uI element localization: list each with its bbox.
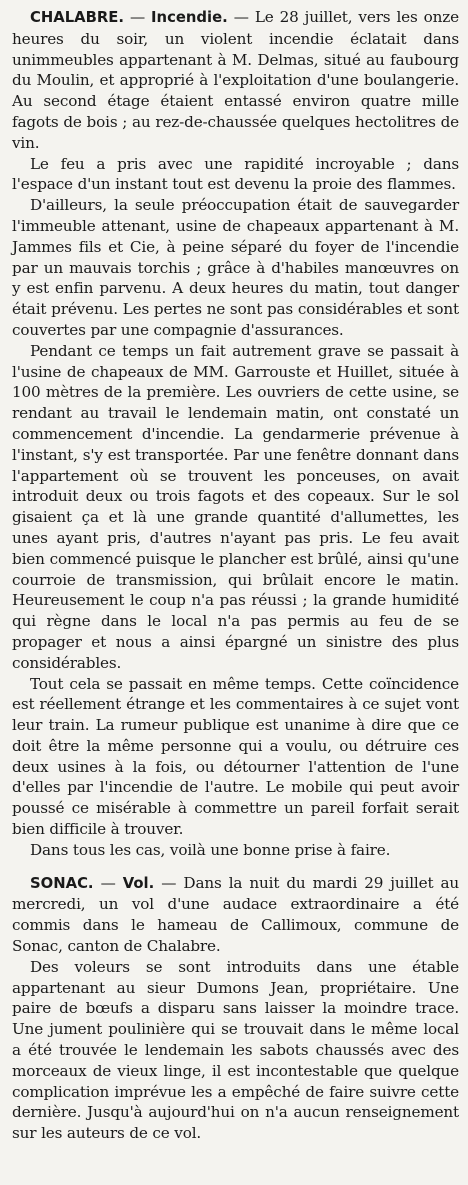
article-paragraph: D'ailleurs, la seule préoccupation était de sauvegarder l'immeuble attenant, usine de chapeaux appartenant à M. Jammes fils et Cie, à peine séparé du foyer de l'incendie par un mauvais torchis ; grâce à d'habiles manœuvres on y est enfin parvenu. A deux heures du matin, tout danger était prévenu. Les pertes ne sont pas considérables et sont couvertes par une compagnie d'assurances.: [12, 196, 459, 339]
article-place: CHALABRE.: [30, 9, 124, 26]
article-paragraph: Le feu a pris avec une rapidité incroyable ; dans l'espace d'un instant tout est devenu la proie des flammes.: [12, 154, 459, 194]
article-paragraph: Pendant ce temps un fait autrement grave se passait à l'usine de chapeaux de MM. Garrouste et Huillet, située à 100 mètres de la première. Les ouvriers de cette usine, se rendant au travail le lendemain matin, ont constaté un commencement d'incendie. La gendarmerie prévenue à l'instant, s'y est transportée. Par une fenêtre donnant dans l'appartement où se trouvent les ponceuses, on avait introduit deux ou trois fagots et des copeaux. Sur le sol gisaient ça et là une grande quantité d'allumettes, les unes ayant pris, d'autres n'ayant pas pris. Le feu avait bien commencé puisque le plancher est brûlé, ainsi qu'une courroie de transmission, qui brûlait encore le matin. Heureusement le coup n'a pas réussi ; la grande humidité qui règne dans le local n'a pas permis au feu de se propager et nous a ainsi épargné un sinistre des plus considérables.: [12, 341, 459, 672]
paragraph-text: Dans la nuit du mardi 29 juillet au mercredi, un vol d'une audace extraordinaire a été commis dans le hameau de Callimoux, commune de Sonac, canton de Chalabre.: [12, 873, 459, 956]
article-paragraph: Dans tous les cas, voilà une bonne prise à faire.: [30, 840, 391, 859]
article-chalabre: [12, 7, 459, 861]
article-paragraph: SONAC. — Vol. — Dans la nuit du mardi 29 juillet au mercredi, un vol d'une audace extraordinaire a été commis dans le hameau de Callimoux, commune de Sonac, canton de Chalabre.: [12, 873, 459, 956]
article-paragraph: Tout cela se passait en même temps. Cette coïncidence est réellement étrange et les commentaires à ce sujet vont leur train. La rumeur publique est unanime à dire que ce doit être la même personne qui a voulu, ou détruire ces deux usines à la fois, ou détourner l'attention de l'une d'elles par l'incendie de l'autre. Le mobile qui peut avoir poussé ce misérable à commettre un pareil forfait serait bien difficile à trouver.: [12, 674, 459, 839]
article-paragraph: Des voleurs se sont introduits dans une étable appartenant au sieur Dumons Jean, propriétaire. Une paire de bœufs a disparu sans laisser la moindre trace. Une jument poulinière qui se trouvait dans le même local a été trouvée le lendemain les sabots chaussés avec des morceaux de vieux linge, il est incontestable que quelque complication imprévue les a empêché de faire suivre cette dernière. Jusqu'à aujourd'hui on n'a aucun renseignement sur les auteurs de ce vol.: [12, 957, 459, 1143]
article-topic: Vol.: [122, 874, 155, 892]
article-sonac: [12, 873, 459, 1144]
paragraph-text: Le 28 juillet, vers les onze heures du soir, un violent incendie éclatait dans unimmeubles appartenant à M. Delmas, situé au faubourg du Moulin, et approprié à l'exploitation d'une boulangerie. Au second étage étaient entassé environ quatre mille fagots de bois ; au rez-de-chaussée quelques hectolitres de vin.: [12, 8, 459, 152]
article-place: SONAC.: [30, 874, 94, 892]
article-paragraph: CHALABRE. — Incendie. — Le 28 juillet, vers les onze heures du soir, un violent incendie éclatait dans unimmeubles appartenant à M. Delmas, situé au faubourg du Moulin, et approprié à l'exploitation d'une boulangerie. Au second étage étaient entassé environ quatre mille fagots de bois ; au rez-de-chaussée quelques hectolitres de vin.: [12, 8, 459, 152]
article-topic: Incendie.: [151, 9, 228, 26]
